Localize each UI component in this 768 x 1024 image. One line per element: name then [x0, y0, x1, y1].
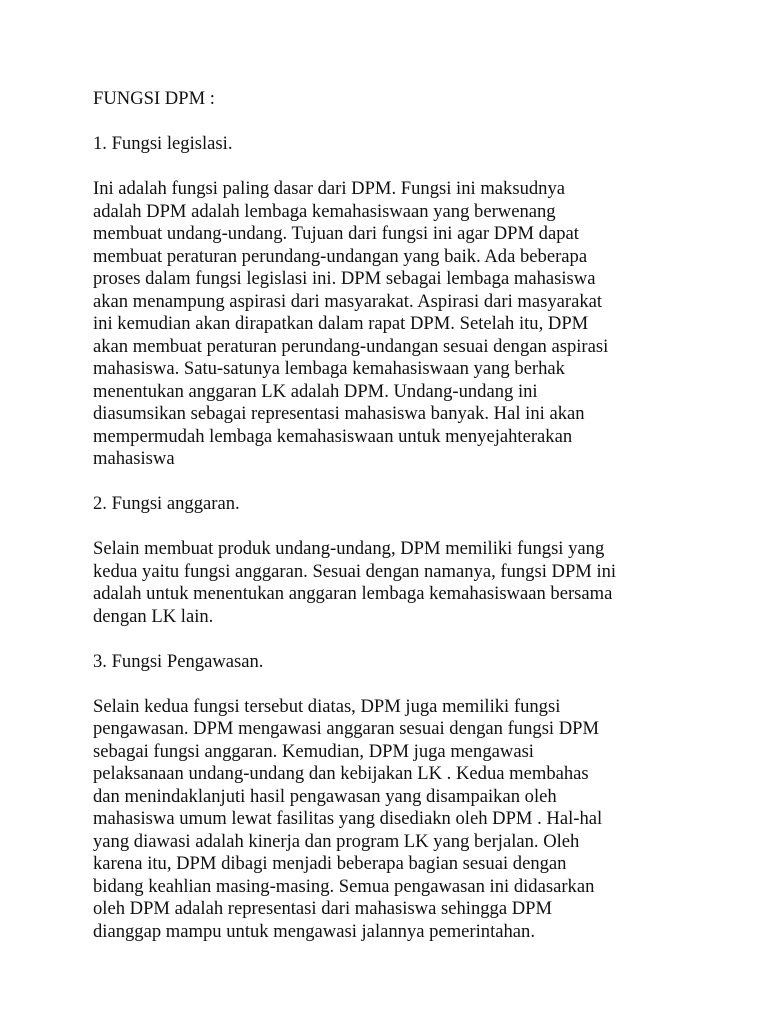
- section-heading-legislasi: 1. Fungsi legislasi.: [93, 133, 233, 154]
- document-title: FUNGSI DPM :: [93, 88, 215, 109]
- section-body-pengawasan: Selain kedua fungsi tersebut diatas, DPM juga memiliki fungsi pengawasan. DPM mengawasi anggaran sesuai dengan fungsi DPM sebagai fungsi anggaran. Kemudian, DPM juga mengawasi pelaksanaan undang-undang dan kebijakan LK . Kedua membahas dan menindaklanjuti hasil pengawasan yang disampaikan oleh mahasiswa umum lewat fasilitas yang disediakn oleh DPM . Hal-hal yang diawasi adalah kinerja dan program LK yang berjalan. Oleh karena itu, DPM dibagi menjadi beberapa bagian sesuai dengan bidang keahlian masing-masing. Semua pengawasan ini didasarkan oleh DPM adalah representasi dari mahasiswa sehingga DPM dianggap mampu untuk mengawasi jalannya pemerintahan.: [93, 695, 603, 942]
- document-page: [93, 88, 683, 966]
- section-body-anggaran: Selain membuat produk undang-undang, DPM memiliki fungsi yang kedua yaitu fungsi anggaran. Sesuai dengan namanya, fungsi DPM ini adalah untuk menentukan anggaran lembaga kemahasiswaan bersama dengan LK lain.: [93, 538, 617, 627]
- section-heading-anggaran: 2. Fungsi anggaran.: [93, 493, 240, 514]
- section-body-legislasi: Ini adalah fungsi paling dasar dari DPM. Fungsi ini maksudnya adalah DPM adalah lembaga kemahasiswaan yang berwenang membuat undang-undang. Tujuan dari fungsi ini agar DPM dapat membuat peraturan perundang-undangan yang baik. Ada beberapa proses dalam fungsi legislasi ini. DPM sebagai lembaga mahasiswa akan menampung aspirasi dari masyarakat. Aspirasi dari masyarakat ini kemudian akan dirapatkan dalam rapat DPM. Setelah itu, DPM akan membuat peraturan perundang-undangan sesuai dengan aspirasi mahasiswa. Satu-satunya lembaga kemahasiswaan yang berhak menentukan anggaran LK adalah DPM. Undang-undang ini diasumsikan sebagai representasi mahasiswa banyak. Hal ini akan mempermudah lembaga kemahasiswaan untuk menyejahterakan mahasiswa: [93, 178, 609, 469]
- section-heading-pengawasan: 3. Fungsi Pengawasan.: [93, 650, 264, 672]
